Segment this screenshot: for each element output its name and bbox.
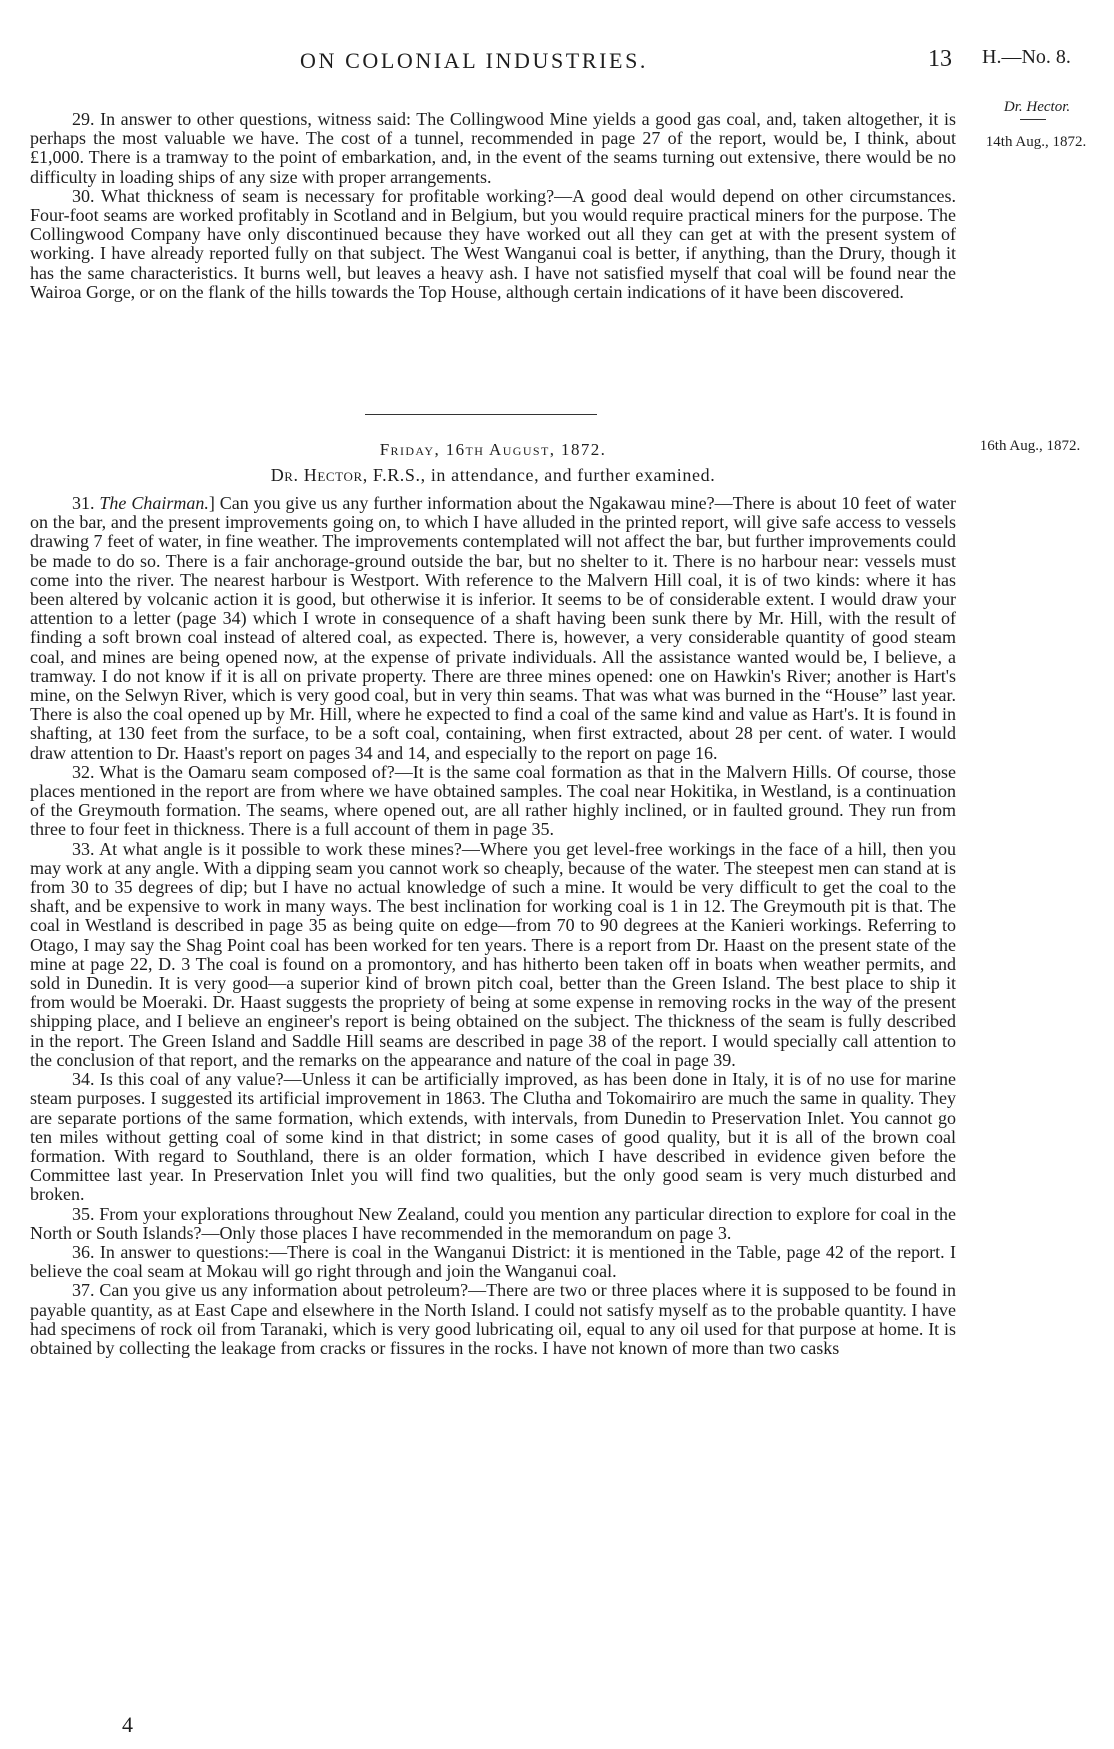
paragraph-34: 34. Is this coal of any value?—Unless it can be artificially improved, as has been done in Italy, it is of no use for marine steam purposes. I suggested its artificial improvement in 1863. The Clutha and Tokomairiro are much the same in quality. They are separate portions of the same formation, which extends, with intervals, from Dunedin to Preservation Inlet. You cannot go ten miles without getting coal of some kind in that district; in some cases of good quality, but it is all of the brown coal formation. With regard to Southland, there is an older formation, which I have described in evidence given before the Committee last year. In Preservation Inlet you will find two qualities, but the only good seam is very much disturbed and broken. [30,1069,956,1205]
paragraph-29: 29. In answer to other questions, witness said: The Collingwood Mine yields a good gas coal, and, taken altogether, it is perhaps the most valuable we have. The cost of a tunnel, recommended in page 27 of the report, would be, I think, about £1,000. There is a tramway to the point of embarkation, and, in the event of the seams turning out extensive, there would be no difficulty in loading ships of any size with proper arrangements. [30,109,956,187]
signature-mark: 4 [122,1712,133,1737]
speaker-name: The Chairman. [99,493,209,513]
page-title: ON COLONIAL INDUSTRIES. [300,48,649,73]
margin-note-date-second: 16th Aug., 1872. [979,438,1081,454]
paragraph-30: 30. What thickness of seam is necessary for profitable working?—A good deal would depend on other circumstances. Four-foot seams are worked profitably in Scotland and in Belgium, but you would require practical miners for the purpose. The Collingwood Company have only discontinued because they have worked out all they can get at with the present system of working. I have already reported fully on that subject. The West Wanganui coal is better, if anything, than the Drury, though it has the same characteristics. It burns well, but leaves a heavy ash. I have not satisfied myself that coal will be found near the Wairoa Gorge, or on the flank of the hills towards the Top House, although certain indications of it have been discovered. [30,185,956,302]
attendance-line [30,465,956,486]
paragraph-37: 37. Can you give us any information about petroleum?—There are two or three places where it is supposed to be found in payable quantity, as at East Cape and elsewhere in the North Island. I could not satisfy myself as to the probable quantity. I have had specimens of rock oil from Taranaki, which is very good lubricating oil, equal to any oil used for that purpose at home. It is obtained by collecting the leakage from cracks or fissures in the rocks. I have not known of more than two casks [30,1280,956,1358]
paragraph-36: 36. In answer to questions:—There is coal in the Wanganui District: it is mentioned in the Table, page 42 of the report. I believe the coal seam at Mokau will go right through and join the Wanganui coal. [30,1241,956,1282]
paragraph-35: 35. From your explorations throughout New Zealand, could you mention any particular direction to explore for coal in the North or South Islands?—Only those places I have recommended in the memorandum on page 3. [30,1203,956,1243]
attendance-text: , F.R.S., in attendance, and further examined. [362,465,716,485]
question-text: ] Can you give us any further information about the Ngakawau mine?—There is about 10 feet of water on the bar, and the present improvements going on, to which I have alluded in the printed report, will give safe access to vessels drawing 7 feet of water, in fine weather. The improvements contemplated will not affect the bar, but further improvements could be made to do so. There is a fair anchorage-ground outside the bar, but no shelter to it. There is no harbour near: vessels must come into the river. The nearest harbour is Westport. With reference to the Malvern Hill coal, it is of two kinds: where it has been altered by volcanic action it is good, but otherwise it is inferior. It seems to be of considerable extent. I would draw your attention to a letter (page 34) which I wrote in consequence of a shaft having been sunk there by Mr. Hill, with the result of finding a soft brown coal instead of altered coal, as expected. There is, however, a very considerable quantity of good steam coal, and mines are being opened now, at the expense of private individuals. All the assistance wanted would be, I believe, a tramway. I do not know if it is all on private property. There are three mines opened: one on Hawkin's River; another is Hart's mine, on the Selwyn River, which is very good coal, but in very thin seams. That was what was burned in the “House” last year. There is also the coal opened up by Mr. Hill, where he expected to find a coal of the same kind and value as Hart's. It is found in shafting, at 130 feet from the surface, to be a soft coal, containing, when first extracted, about 28 per cent. of water. I would draw attention to Dr. Haast's report on pages 34 and 14, and especially to the report on page 16. [30,493,956,763]
session-date-heading: Friday, 16th August, 1872. [379,440,607,459]
second-session-text [30,494,956,1358]
margin-rule [1020,119,1046,120]
paragraph-33: 33. At what angle is it possible to work these mines?—Where you get level-free workings in the face of a hill, then you may work at any angle. With a dipping seam you cannot work so cheaply, because of the water. The steepest men can stand at is from 30 to 35 degrees of dip; but I have no actual knowledge of such a mine. It would be very difficult to get the coal to the shaft, and be expensive to work in many ways. The best inclination for working coal is 1 in 12. The Greymouth pit is that. The coal in Westland is described in page 35 as being quite on edge—from 70 to 90 degrees at the Kanieri workings. Referring to Otago, I may say the Shag Point coal has been worked for ten years. There is a report from Dr. Haast on the present state of the mine at page 22, D. 3 The coal is found on a promontory, and has hitherto been taken off in boats when weather permits, and sold in Dunedin. It is very good—a superior kind of brown pitch coal, better than the Green Island. The best place to ship it from would be Moeraki. Dr. Haast suggests the propriety of being at some expense in removing rocks in the way of the present shipping place, and I believe an engineer's report is being obtained on the subject. The thickness of the seam is fully described in the report. The Green Island and Saddle Hill seams are described in page 38 of the report. I would specially call attention to the conclusion of that report, and the remarks on the appearance and nature of the coal in page 39. [30,838,956,1070]
first-session-text [30,110,956,302]
margin-note-date-first: 14th Aug., 1872. [985,134,1087,150]
paragraph-32: 32. What is the Oamaru seam composed of?—It is the same coal formation as that in the Malvern Hills. Of course, those places mentioned in the report are from where we have obtained samples. The coal near Hokitika, in Westland, is a continuation of the Greymouth formation. The seams, where opened out, are all rather highly inclined, or in faulted ground. They run from three to four feet in thickness. There is a full account of them in page 35. [30,761,956,840]
question-number: 31. [72,493,95,513]
witness-name: Dr. Hector [270,465,363,485]
paragraph-31 [30,494,956,763]
section-divider [365,414,597,415]
page-number: 13 [928,46,952,72]
document-number: H.—No. 8. [982,46,1071,68]
margin-note-witness: Dr. Hector. [1003,99,1071,115]
